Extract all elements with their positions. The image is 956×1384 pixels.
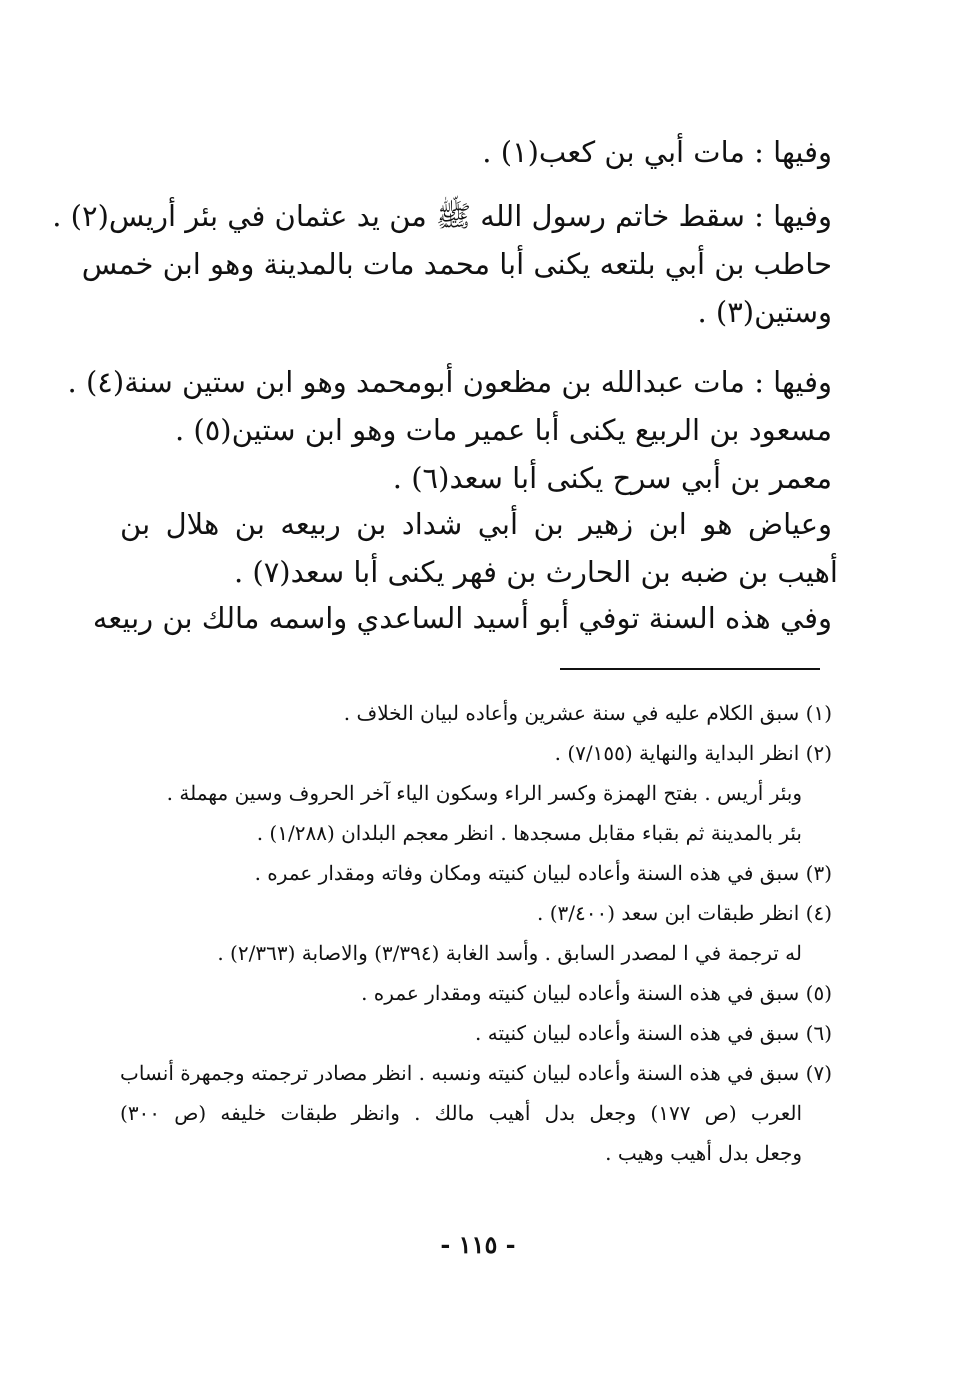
body-line-7: معمر بن أبي سرح يكنى أبا سعد(٦) . [392, 461, 832, 495]
footnote-4: (٤) انظر طبقات ابن سعد (٣/٤٠٠) . [536, 901, 832, 925]
body-line-3: حاطب بن أبي بلتعه يكنى أبا محمد مات بالمدينة وهو ابن خمس [81, 247, 832, 281]
footnote-6: (٦) سبق في هذه السنة وأعاده لبيان كنيته . [475, 1021, 832, 1045]
body-line-1: وفيها : مات أبي بن كعب(١) . [482, 135, 832, 169]
body-line-8: وعياض هو ابن زهير بن أبي شداد بن ربيعه بن هلال بن [120, 507, 832, 541]
footnote-3: (٣) سبق في هذه السنة وأعاده لبيان كنيته ومكان وفاته ومقدار عمره . [254, 861, 832, 885]
footnote-7: (٧) سبق في هذه السنة وأعاده لبيان كنيته ونسبه . انظر مصادر ترجمته وجمهرة أنساب [120, 1061, 832, 1085]
footnote-2-cont-2: بئر بالمدينة ثم بقباء مقابل مسجدها . انظر معجم البلدان (١/٢٨٨) . [256, 821, 802, 845]
footnote-7-cont-1: العرب (ص ١٧٧) وجعل بدل أهيب مالك . وانظر طبقات خليفه (ص ٣٠٠) [120, 1101, 802, 1125]
footnote-2-cont-1: وبئر أريس . بفتح الهمزة وكسر الراء وسكون الياء آخر الحروف وسين مهملة . [166, 781, 802, 805]
footnote-4-cont: له ترجمة في ا لمصدر السابق . وأسد الغابة (٣/٣٩٤) والاصابة (٢/٣٦٣) . [217, 941, 802, 965]
body-line-5: وفيها : مات عبدالله بن مظعون أبومحمد وهو ابن ستين سنة(٤) . [67, 365, 832, 399]
footnote-7-cont-2: وجعل بدل أهيب وهيب . [605, 1141, 802, 1165]
footnote-1: (١) سبق الكلام عليه في سنة عشرين وأعاده لبيان الخلاف . [343, 701, 832, 725]
body-line-6: مسعود بن الربيع يكنى أبا عمير مات وهو ابن ستين(٥) . [174, 413, 832, 447]
footnote-separator [560, 668, 820, 670]
body-line-2: وفيها : سقط خاتم رسول الله ﷺ من يد عثمان في بئر أريس(٢) . [52, 199, 832, 233]
body-line-4: وستين(٣) . [697, 295, 832, 329]
body-line-10: وفي هذه السنة توفي أبو أسيد الساعدي واسمه مالك بن ربيعه [92, 601, 832, 635]
body-line-9: أهيب بن ضبه بن الحارث بن فهر يكنى أبا سعد(٧) . [233, 555, 838, 589]
footnote-5: (٥) سبق في هذه السنة وأعاده لبيان كنيته ومقدار عمره . [361, 981, 832, 1005]
footnote-2: (٢) انظر البداية والنهاية (٧/١٥٥) . [554, 741, 832, 765]
page-number: - ١١٥ - [440, 1230, 516, 1259]
